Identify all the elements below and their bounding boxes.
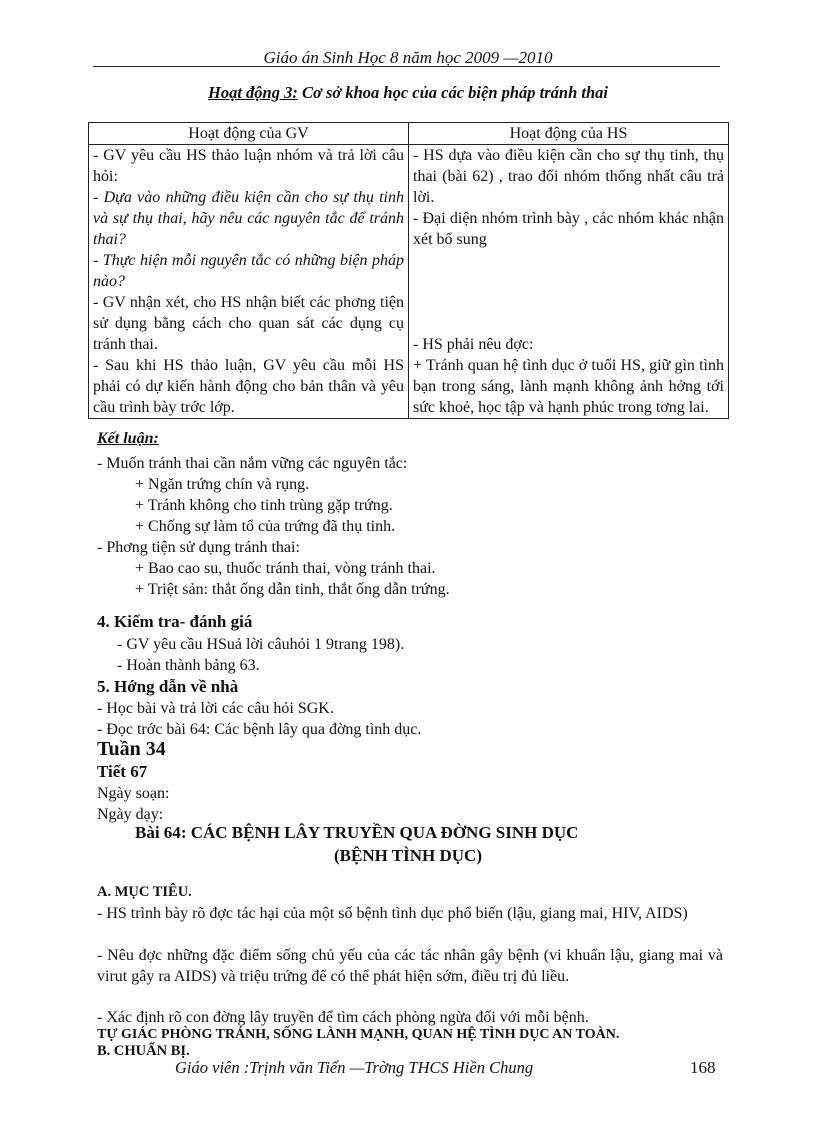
activity-title-text: Cơ sở khoa học của các biện pháp tránh thai [297,83,609,102]
spacer [413,250,724,334]
conclusion-line: + Ngăn trứng chín và rụng. [135,476,310,493]
conclusion-line: - Muốn tránh thai cần nắm vững các nguyên tắc: [97,455,408,472]
section5-line: - Học bài và trả lời các câu hỏi SGK. [97,700,334,717]
hs-item: - Đại diện nhóm trình bày , các nhóm khác nhận xét bổ sung [413,210,724,248]
hs-item: - HS dựa vào điều kiện cần cho sự thụ tinh, thụ thai (bài 62) , trao đổi nhóm thống nhất câu trả lời. [413,147,724,206]
lesson-number: Bài 64 [135,823,181,842]
conclusion-line: + Bao cao su, thuốc tránh thai, vòng tránh thai. [135,560,436,577]
objectives-motto: TỰ GIÁC PHÒNG TRÁNH, SỐNG LÀNH MẠNH, QUAN HỆ TÌNH DỤC AN TOÀN. [97,1027,620,1042]
conclusion-line: + Tránh không cho tinh trùng gặp trứng. [135,497,393,514]
conclusion-line: + Triệt sản: thắt ống dẫn tinh, thắt ống dẫn trứng. [135,581,450,598]
date-taught: Ngày dạy: [97,806,164,823]
page-number: 168 [690,1058,716,1077]
section4-heading: 4. Kiểm tra- đánh giá [97,612,253,631]
page-header: Giáo án Sinh Học 8 năm học 2009 —2010 [263,48,553,67]
gv-item: - Sau khi HS thảo luận, GV yêu cầu mỗi HS phải có dự kiến hành động cho bản thân và yêu cầu trình bày trớc lớp. [93,357,404,416]
objective-item: - Xác định rõ con đờng lây truyền để tìm cách phòng ngừa đối với mỗi bệnh. [97,1009,589,1026]
conclusion-line: - Phơng tiện sử dụng tránh thai: [97,539,300,556]
objective-item: - Nêu đợc những đặc điểm sống chủ yếu của các tác nhân gây bệnh (vi khuẩn lậu, giang mai và virut gây ra AIDS) và triệu trứng để có thể phát hiện sớm, điều trị đủ liều. [97,947,723,985]
gv-column [89,145,409,419]
page-footer: Giáo viên :Trịnh văn Tiến —Trờng THCS Hiền Chung [175,1058,534,1077]
table-header-gv: Hoạt động của GV [89,123,409,145]
conclusion-line: + Chống sự làm tổ của trứng đã thụ tinh. [135,518,396,535]
conclusion-heading: Kết luận: [97,430,159,447]
lesson-title [135,823,578,843]
objective-item: - HS trình bày rõ đợc tác hại của một số bệnh tình dục phổ biến (lậu, giang mai, HIV, AIDS) [97,905,688,922]
section-b-heading: B. CHUẨN BỊ. [97,1043,190,1059]
gv-item: - Thực hiện mỗi nguyên tắc có những biện pháp nào? [93,252,404,290]
table-header-hs: Hoạt động của HS [409,123,729,145]
date-prepared: Ngày soạn: [97,785,170,802]
gv-item: - GV nhận xét, cho HS nhận biết các phơng tiện sử dụng bằng cách cho quan sát các dụng cụ tránh thai. [93,294,404,353]
header-rule [93,66,720,67]
section4-line: - Hoàn thành bảng 63. [117,657,260,674]
lesson-subtitle: (BỆNH TÌNH DỤC) [334,846,482,865]
objectives-heading: A. MỤC TIÊU. [97,884,192,900]
section4-line: - GV yêu cầu HSuả lời câuhỏi 1 9trang 198). [117,636,405,653]
week-label: Tuần 34 [97,738,166,760]
gv-item: - GV yêu cầu HS thảo luận nhóm và trả lời câu hỏi: [93,147,404,185]
lesson-title-text: : CÁC BỆNH LÂY TRUYỀN QUA ĐỜNG SINH DỤC [180,823,579,842]
hs-column [409,145,729,419]
section5-heading: 5. Hớng dẫn về nhà [97,677,239,696]
gv-item: - Dựa vào những điều kiện cần cho sự thụ tinh và sự thụ thai, hãy nêu các nguyên tắc để tránh thai? [93,189,404,248]
activity-label: Hoạt động 3: [207,83,298,102]
hs-item: + Tránh quan hệ tình dục ở tuổi HS, giữ gìn tình bạn trong sáng, lành mạnh không ảnh hởng tới sức khoẻ, học tập và hạnh phúc trong tơng lai. [413,357,724,416]
activity-table [88,122,729,419]
section5-line: - Đọc trớc bài 64: Các bệnh lây qua đờng tình dục. [97,721,422,738]
activity-title [0,83,816,103]
period-label: Tiết 67 [97,762,148,781]
hs-item: - HS phải nêu đợc: [413,336,534,353]
